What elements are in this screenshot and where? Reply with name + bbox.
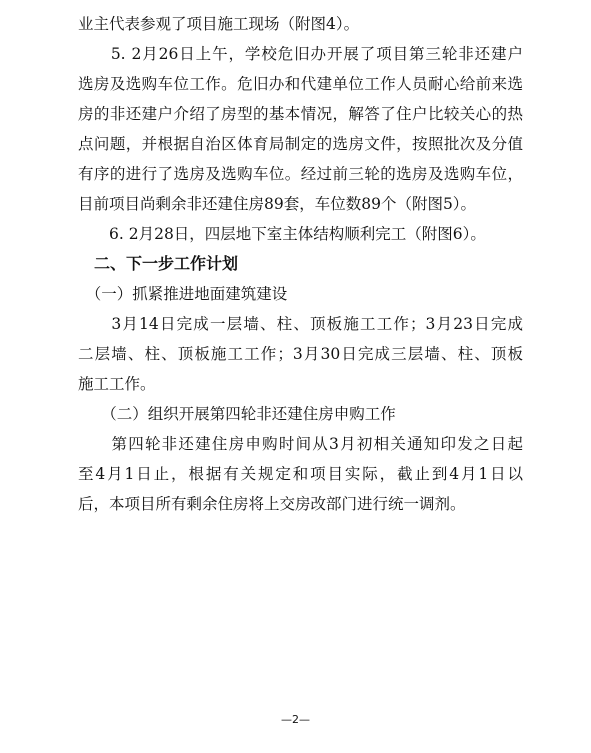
paragraph-line: 有序的进行了选房及选购车位。经过前三轮的选房及选购车位， — [78, 165, 523, 183]
paragraph-line: 5. 2月26日上午，学校危旧办开展了项目第三轮非还建户 — [78, 45, 523, 63]
paragraph-line: 点问题，并根据自治区体育局制定的选房文件，按照批次及分值 — [78, 135, 523, 153]
section-heading: 二、下一步工作计划 — [78, 254, 239, 273]
paragraph-line: 施工工作。 — [78, 375, 156, 393]
paragraph-line: 目前项目尚剩余非还建住房89套，车位数89个（附图5）。 — [78, 195, 477, 213]
page-number: —2— — [281, 713, 310, 726]
subsection-heading: （二）组织开展第四轮非还建住房申购工作 — [78, 405, 396, 423]
paragraph-line: 二层墙、柱、顶板施工工作；3月30日完成三层墙、柱、顶板 — [78, 345, 523, 363]
paragraph-line: 至4月1日止，根据有关规定和项目实际，截止到4月1日以 — [78, 465, 523, 483]
paragraph-line: 选房及选购车位工作。危旧办和代建单位工作人员耐心给前来选 — [78, 75, 523, 93]
paragraph-line: 业主代表参观了项目施工现场（附图4）。 — [78, 15, 360, 33]
paragraph-line: 6. 2月28日，四层地下室主体结构顺利完工（附图6）。 — [78, 225, 486, 243]
subsection-heading: （一）抓紧推进地面建筑建设 — [78, 285, 288, 303]
paragraph-line: 第四轮非还建住房申购时间从3月初相关通知印发之日起 — [78, 435, 523, 453]
paragraph-line: 3月14日完成一层墙、柱、顶板施工工作；3月23日完成 — [78, 315, 523, 333]
paragraph-line: 后，本项目所有剩余住房将上交房改部门进行统一调剂。 — [78, 495, 466, 513]
paragraph-line: 房的非还建户介绍了房型的基本情况，解答了住户比较关心的热 — [78, 105, 523, 123]
